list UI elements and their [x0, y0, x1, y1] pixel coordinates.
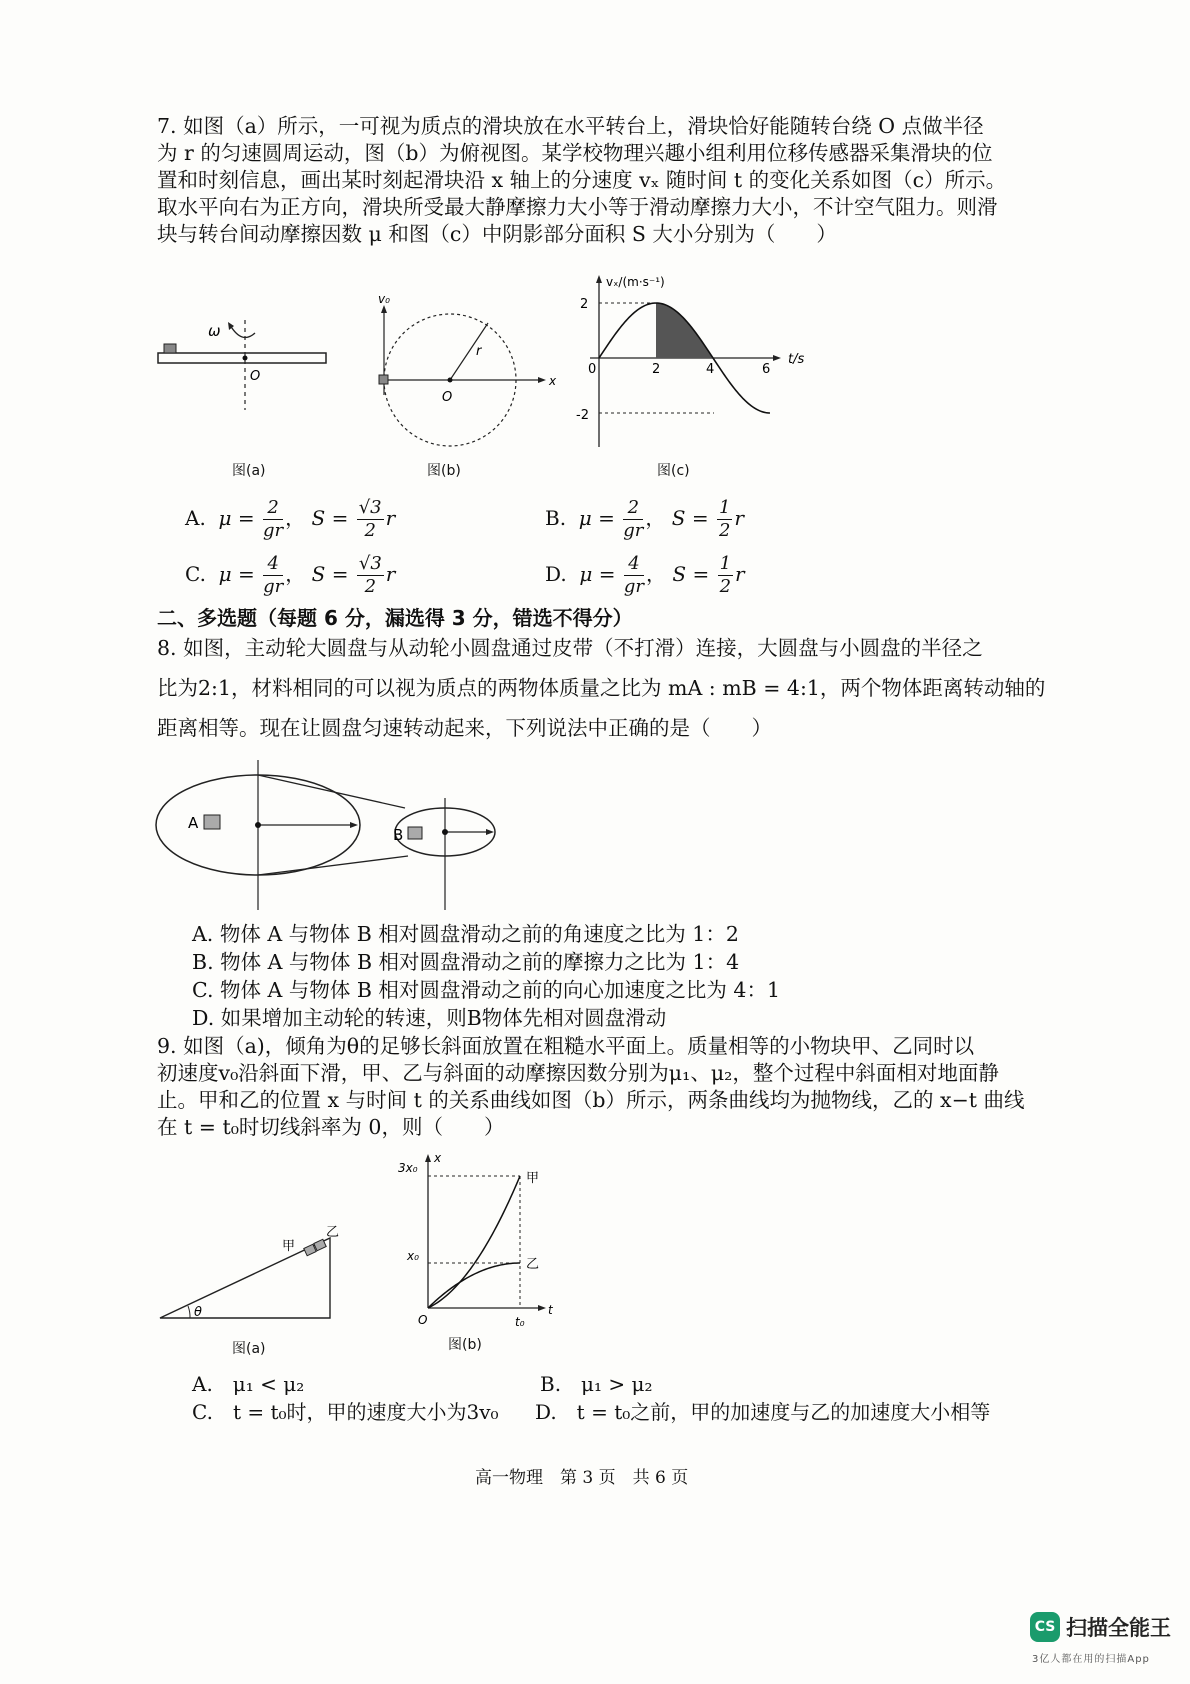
v0-label: v₀ [378, 292, 390, 306]
x-tick-6: 6 [762, 362, 771, 377]
mu-denominator: gr [263, 576, 284, 597]
q9-option-c[interactable]: C. t = t₀时，甲的速度大小为3v₀ [192, 1400, 499, 1424]
x-tick-0: 0 [588, 362, 597, 377]
q9-option-b[interactable]: B. μ₁ > μ₂ [540, 1372, 653, 1396]
x-tick-2: 2 [652, 362, 661, 377]
fig-c-label: 图(c) [657, 463, 690, 479]
yi-curve-label: 乙 [526, 1257, 540, 1272]
q7-line-5: 块与转台间动摩擦因数 μ 和图（c）中阴影部分面积 S 大小分别为（ ） [157, 222, 837, 246]
q8-line-2: 比为2:1，材料相同的可以视为质点的两物体质量之比为 mA : mB = 4:1，两个物体距离转动轴的 [157, 676, 1046, 700]
section-title: 二、多选题（每题 6 分，漏选得 3 分，错选不得分） [157, 606, 633, 630]
mu-numerator: 2 [263, 497, 283, 520]
yi-curve [428, 1263, 520, 1308]
y-axis-label: vₓ/(m·s⁻¹) [606, 275, 665, 289]
q7-option-d[interactable]: D. μ = $\frac{4}{gr}$ ， S = $\frac{1}{2}$ r [545, 553, 745, 597]
q8-option-b[interactable]: B. 物体 A 与物体 B 相对圆盘滑动之前的摩擦力之比为 1：4 [192, 950, 740, 974]
q7-figure-a [150, 300, 340, 480]
object-b-label: B [393, 826, 404, 844]
q9-option-d[interactable]: D. t = t₀之前，甲的加速度与乙的加速度大小相等 [535, 1400, 991, 1424]
s-denominator: 2 [364, 576, 377, 597]
yi-label: 乙 [326, 1225, 340, 1240]
t-axis-label: t/s [788, 352, 805, 367]
origin-label: O [250, 369, 261, 384]
q8-option-d[interactable]: D. 如果增加主动轮的转速，则B物体先相对圆盘滑动 [192, 1006, 667, 1030]
q8-option-a[interactable]: A. 物体 A 与物体 B 相对圆盘滑动之前的角速度之比为 1：2 [192, 922, 739, 946]
camscanner-tagline: 3亿人都在用的扫描App [1032, 1654, 1150, 1665]
q7-line-3: 置和时刻信息，画出某时刻起滑块沿 x 轴上的分速度 vₓ 随时间 t 的变化关系如图（c）所示。 [157, 168, 1007, 192]
camscanner-name: 扫描全能王 [1066, 1616, 1171, 1640]
option-letter: A. [185, 506, 206, 530]
q7-option-b[interactable]: B. μ = $\frac{2}{gr}$ ， S = $\frac{1}{2}$ r [545, 497, 744, 541]
object-a-label: A [188, 814, 199, 832]
q9-figure-a [150, 1220, 350, 1340]
fig-a-label: 图(a) [232, 463, 266, 479]
x-tick-4: 4 [706, 362, 715, 377]
t0-label: t₀ [515, 1315, 525, 1329]
mu-denominator: gr [623, 520, 644, 541]
x-axis-label: x [434, 1151, 442, 1165]
shaded-area [656, 303, 713, 358]
q7-figure-c [570, 272, 830, 457]
s-numerator: 1 [718, 497, 731, 518]
q7-option-c[interactable]: C. μ = $\frac{4}{gr}$ ， S = $\frac{√3}{2}$ r [185, 553, 396, 597]
jia-label: 甲 [282, 1239, 296, 1254]
mu-numerator: 2 [623, 497, 643, 520]
y-3x0-label: 3x₀ [398, 1161, 418, 1175]
q8-line-3: 距离相等。现在让圆盘匀速转动起来，下列说法中正确的是（ ） [157, 716, 772, 740]
q8-option-c[interactable]: C. 物体 A 与物体 B 相对圆盘滑动之前的向心加速度之比为 4：1 [192, 978, 781, 1002]
q7-line-1: 7. 如图（a）所示，一可视为质点的滑块放在水平转台上，滑块恰好能随转台绕 O 点做半径 [157, 114, 984, 138]
mu-numerator: 4 [624, 553, 644, 576]
q9-line-4: 在 t = t₀时切线斜率为 0，则（ ） [157, 1115, 505, 1139]
q8-line-1: 8. 如图，主动轮大圆盘与从动轮小圆盘通过皮带（不打滑）连接，大圆盘与小圆盘的半径之 [157, 636, 983, 660]
q7-line-4: 取水平向右为正方向，滑块所受最大静摩擦力大小等于滑动摩擦力大小，不计空气阻力。则滑 [157, 195, 998, 219]
q9-line-2: 初速度v₀沿斜面下滑，甲、乙与斜面的动摩擦因数分别为μ₁、μ₂，整个过程中斜面相对地面静 [157, 1061, 999, 1085]
jia-curve-label: 甲 [526, 1171, 540, 1186]
s-denominator: 2 [364, 520, 376, 541]
y-tick-2: 2 [580, 297, 589, 312]
s-numerator: 1 [719, 553, 732, 574]
s-numerator: √3 [358, 497, 382, 518]
q9-option-a[interactable]: A. μ₁ < μ₂ [192, 1372, 305, 1396]
s-numerator: √3 [358, 553, 382, 574]
q7-figure-b [360, 285, 560, 460]
s-denominator: 2 [718, 520, 731, 541]
r-label: r [476, 344, 482, 359]
y-tick-neg2: -2 [576, 408, 589, 423]
page-footer: 高一物理 第 3 页 共 6 页 [475, 1468, 689, 1488]
origin-label-b: O [442, 390, 453, 405]
y-x0-label: x₀ [407, 1249, 419, 1263]
omega-label: ω [208, 322, 221, 340]
origin-label-q9: O [418, 1313, 428, 1327]
q9-fig-a-label: 图(a) [232, 1341, 266, 1357]
camscanner-logo: CS [1030, 1612, 1060, 1642]
jia-curve [428, 1176, 520, 1308]
mu-numerator: 4 [263, 553, 283, 576]
option-letter: C. [185, 562, 206, 586]
q9-figure-b [390, 1148, 570, 1333]
mu-denominator: gr [623, 576, 645, 597]
s-denominator: 2 [719, 576, 732, 597]
option-letter: D. [545, 562, 567, 586]
t-axis-label: t [548, 1303, 553, 1317]
q8-figure [150, 760, 510, 915]
q9-fig-b-label: 图(b) [448, 1337, 482, 1353]
fig-b-label: 图(b) [427, 463, 461, 479]
q9-line-3: 止。甲和乙的位置 x 与时间 t 的关系曲线如图（b）所示，两条曲线均为抛物线，乙的 x−t 曲线 [157, 1088, 1025, 1112]
q7-option-a[interactable]: A. μ = $\frac{2}{gr}$ ， S = $\frac{√3}{2}$ r [185, 497, 396, 541]
q7-line-2: 为 r 的匀速圆周运动，图（b）为俯视图。某学校物理兴趣小组利用位移传感器采集滑块的位 [157, 141, 993, 165]
theta-label: θ [194, 1305, 202, 1320]
option-letter: B. [545, 506, 567, 530]
q9-line-1: 9. 如图（a)，倾角为θ的足够长斜面放置在粗糙水平面上。质量相等的小物块甲、乙同时以 [157, 1034, 975, 1058]
mu-denominator: gr [263, 520, 284, 541]
x-axis-label: x [549, 374, 557, 388]
